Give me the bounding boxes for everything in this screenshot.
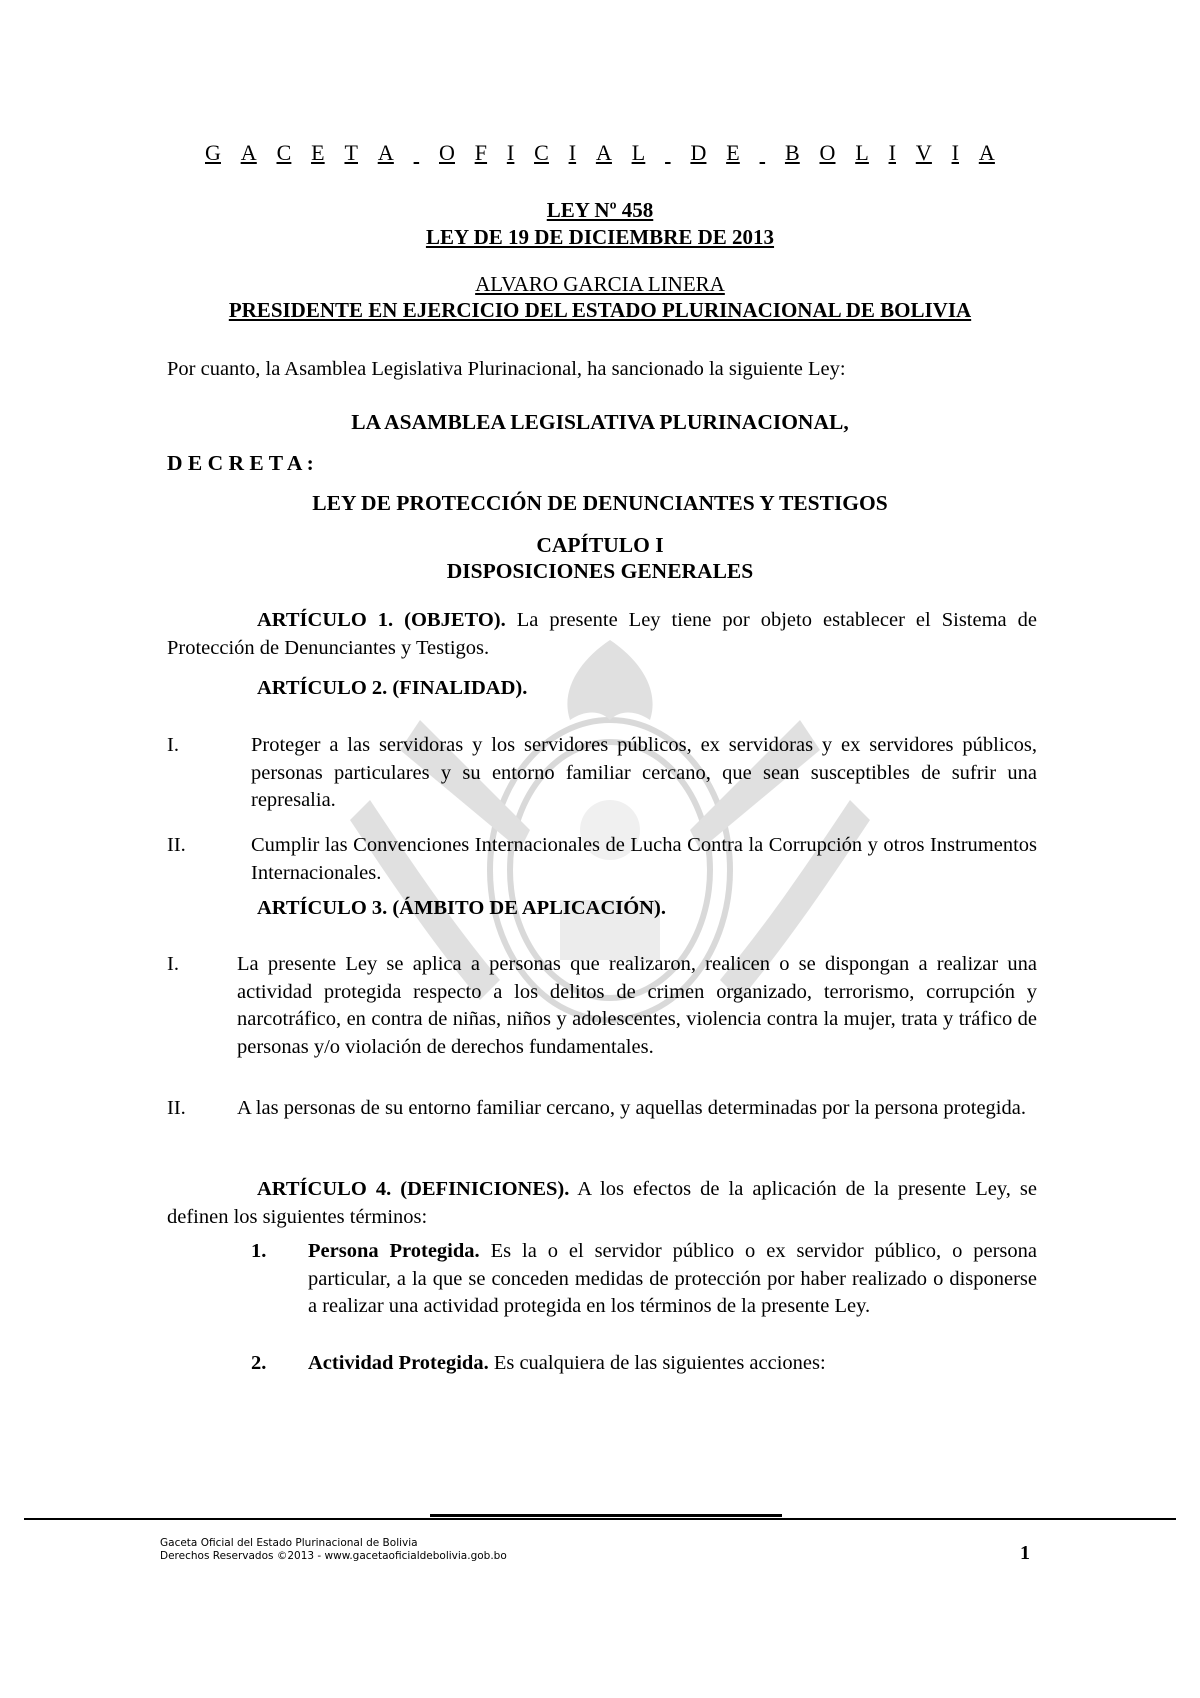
footer-divider <box>24 1518 1176 1520</box>
asamblea-heading: LA ASAMBLEA LEGISLATIVA PLURINACIONAL, <box>351 410 849 434</box>
gaceta-letter: T <box>344 140 358 165</box>
article-2-title: ARTÍCULO 2. (FINALIDAD). <box>257 677 528 699</box>
article-4-title: ARTÍCULO 4. (DEFINICIONES). <box>257 1178 570 1200</box>
decreta-heading: D E C R E T A : <box>167 451 314 475</box>
chapter-number: CAPÍTULO I <box>536 533 664 557</box>
president-title: PRESIDENTE EN EJERCICIO DEL ESTADO PLURINACIONAL DE BOLIVIA <box>228 298 972 322</box>
definition-text: Es cualquiera de las siguientes acciones: <box>488 1352 826 1374</box>
list-item-number: I. <box>167 953 179 975</box>
gaceta-letter: G <box>205 140 221 165</box>
ley-title: LEY DE PROTECCIÓN DE DENUNCIANTES Y TESTIGOS <box>312 491 888 515</box>
article-1 <box>167 607 1037 662</box>
gaceta-letter: E <box>726 140 740 165</box>
gaceta-letter: A <box>377 140 394 165</box>
gaceta-letter: D <box>690 140 707 165</box>
list-item <box>167 1095 1037 1123</box>
gaceta-letter <box>665 140 671 166</box>
list-item-text: Cumplir las Convenciones Internacionales de Lucha Contra la Corrupción y otros Instrumentos Internacionales. <box>251 834 1037 884</box>
gaceta-letter: O <box>819 140 836 165</box>
footer-text <box>160 1537 507 1563</box>
gaceta-header <box>205 140 995 166</box>
footer-publisher: Gaceta Oficial del Estado Plurinacional de Bolivia <box>160 1537 418 1549</box>
chapter-name: DISPOSICIONES GENERALES <box>446 559 754 583</box>
list-item-text: A las personas de su entorno familiar cercano, y aquellas determinadas por la persona protegida. <box>237 1097 1026 1119</box>
footer-rights: Derechos Reservados ©2013 - www.gacetaoficialdebolivia.gob.bo <box>160 1550 507 1562</box>
list-item-text: Proteger a las servidoras y los servidores públicos, ex servidoras y ex servidores públicos, personas particulares y su entorno familiar cercano, que sean susceptibles de sufrir una represalia. <box>251 734 1037 811</box>
gaceta-letter <box>414 140 420 166</box>
article-1-title: ARTÍCULO 1. (OBJETO). <box>257 609 506 631</box>
article-1-text: La presente Ley tiene por objeto establecer el Sistema de Protección de Denunciantes y Testigos. <box>167 609 1037 659</box>
article-4-text: A los efectos de la aplicación de la presente Ley, se definen los siguientes términos: <box>167 1178 1037 1228</box>
list-item-number: II. <box>167 834 186 856</box>
gaceta-letter: O <box>439 140 455 165</box>
gaceta-letter: A <box>240 140 257 165</box>
list-item <box>167 951 1037 1061</box>
definition-term: Actividad Protegida. <box>308 1352 489 1374</box>
gaceta-letter: A <box>595 140 612 165</box>
gaceta-letter: V <box>915 140 932 165</box>
list-item <box>167 832 1037 887</box>
gaceta-letter: I <box>888 140 896 165</box>
footer-accent-line <box>430 1514 782 1517</box>
definition-text: Es la o el servidor público o ex servidor público, o persona particular, a la que se conceden medidas de protección por haber realizado o disponerse a realizar una actividad protegida en los términos de la presente Ley. <box>308 1240 1038 1317</box>
list-item-text: La presente Ley se aplica a personas que realizaron, realicen o se dispongan a realizar una actividad protegida respecto a los delitos de crimen organizado, terrorismo, corrupción y narcotráfico, en contra de niñas, niños y adolescentes, violencia contra la mujer, trata y tráfico de personas y/o violación de derechos fundamentales. <box>237 953 1037 1058</box>
gaceta-letter: A <box>978 140 995 165</box>
definition-number: 2. <box>251 1352 267 1374</box>
article-4 <box>167 1176 1037 1231</box>
gaceta-letter: B <box>784 140 800 165</box>
gaceta-letter <box>760 140 766 166</box>
gaceta-letter: L <box>631 140 646 165</box>
ley-date: LEY DE 19 DE DICIEMBRE DE 2013 <box>425 225 775 249</box>
definition-term: Persona Protegida. <box>308 1240 480 1262</box>
list-item-number: II. <box>167 1097 186 1119</box>
definition-item <box>251 1238 1037 1321</box>
gaceta-letter: F <box>474 140 488 165</box>
gaceta-letter: E <box>311 140 325 165</box>
definition-item <box>251 1350 1037 1378</box>
gaceta-letter: L <box>855 140 869 165</box>
list-item-number: I. <box>167 734 179 756</box>
article-3-title: ARTÍCULO 3. (ÁMBITO DE APLICACIÓN). <box>257 897 666 919</box>
definition-number: 1. <box>251 1240 267 1262</box>
gaceta-letter: I <box>951 140 959 165</box>
intro-text: Por cuanto, la Asamblea Legislativa Plurinacional, ha sancionado la siguiente Ley: <box>167 358 846 380</box>
gaceta-letter: I <box>506 140 515 165</box>
gaceta-letter: C <box>534 140 549 165</box>
ley-number: LEY Nº 458 <box>546 198 654 222</box>
gaceta-letter: C <box>276 140 292 165</box>
president-name: ALVARO GARCIA LINERA <box>475 272 725 296</box>
page-number: 1 <box>1020 1542 1030 1564</box>
list-item <box>167 732 1037 815</box>
gaceta-letter: I <box>568 140 577 165</box>
